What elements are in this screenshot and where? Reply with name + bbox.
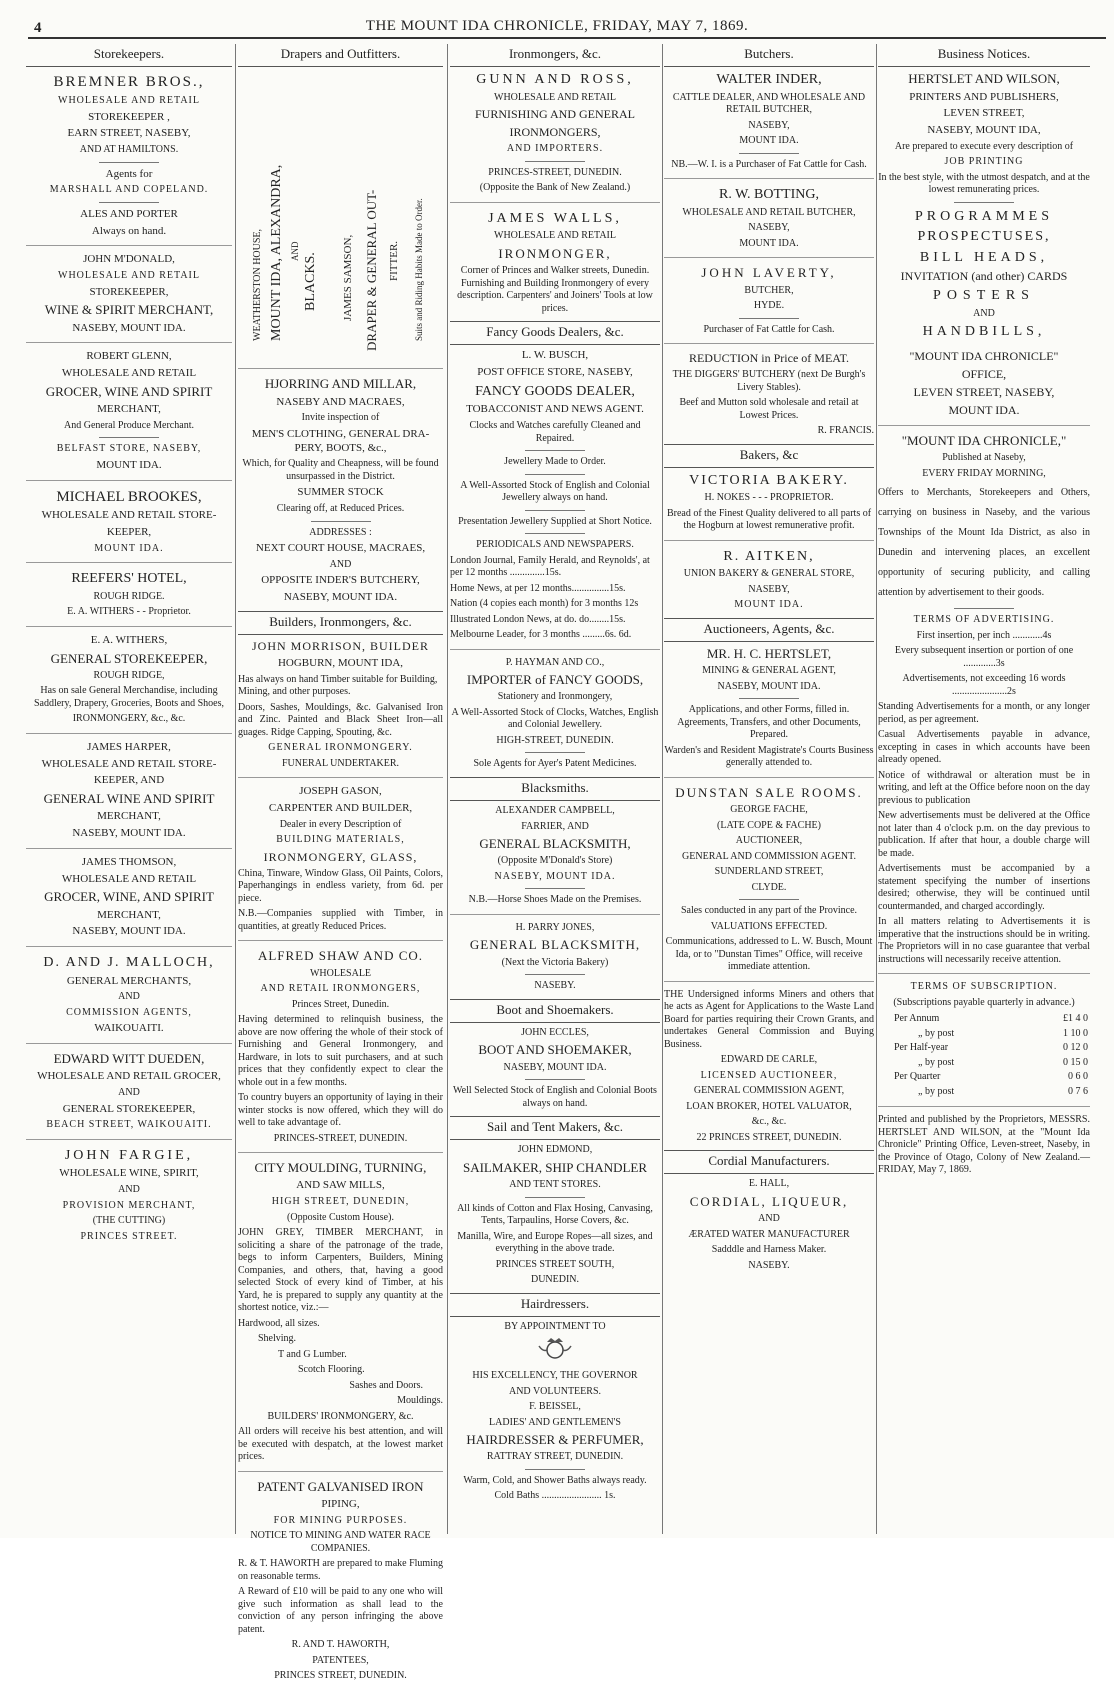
subscription-period: „ by post <box>918 1085 955 1097</box>
ad-john-mdonald: JOHN M'DONALD, WHOLESALE AND RETAIL STOREKEEPER, WINE & SPIRIT MERCHANT, NASEBY, MOUNT IDA. <box>44 253 214 334</box>
ad-r-aitken: R. AITKEN, UNION BAKERY & GENERAL STORE, NASEBY, MOUNT IDA. <box>683 548 855 611</box>
column-rule <box>447 44 448 1534</box>
ad-reduction-meat: REDUCTION in Price of MEAT. THE DIGGERS' BUTCHERY (next De Burgh's Livery Stables). Beef and Mutton sold wholesale and retail at Lowest Prices. R. FRANCIS. <box>672 351 874 436</box>
ad-gunn-and-ross: GUNN AND ROSS, WHOLESALE AND RETAIL FURNISHING AND GENERAL IRONMONGERS, AND IMPORTERS. PRINCES-STREET, DUNEDIN. (Opposite the Bank of New Zealand.) <box>474 72 635 194</box>
subscription-period: „ by post <box>918 1056 955 1068</box>
masthead <box>0 0 1114 44</box>
subscription-period: Per Half-year <box>894 1042 949 1053</box>
subscription-period: Per Quarter <box>894 1071 941 1082</box>
ad-robert-glenn: ROBERT GLENN, WHOLESALE AND RETAIL GROCER, WINE AND SPIRIT MERCHANT, And General Produce Merchant. BELFAST STORE, NASEBY, MOUNT IDA. <box>45 350 213 471</box>
column-drapers <box>238 44 443 1681</box>
table-row <box>878 1041 1090 1056</box>
section-heading: Fancy Goods Dealers, &c. <box>450 321 660 345</box>
table-row <box>878 1012 1090 1027</box>
ad-walter-inder: WALTER INDER, CATTLE DEALER, AND WHOLESALE AND RETAIL BUTCHER, NASEBY, MOUNT IDA. NB.—W. I. is a Purchaser of Fat Cattle for Cash. <box>671 72 867 170</box>
ad-john-fargie: JOHN FARGIE, WHOLESALE WINE, SPIRIT, AND PROVISION MERCHANT, (THE CUTTING) PRINCES STREET. <box>59 1147 199 1242</box>
column-ironmongers <box>450 44 660 1534</box>
subscription-price: 0 7 6 <box>1068 1085 1088 1097</box>
table-row <box>878 1070 1090 1085</box>
running-head: THE MOUNT IDA CHRONICLE, FRIDAY, MAY 7, 1869. <box>365 18 749 34</box>
imprint: Printed and published by the Proprietors, MESSRS. HERTSLET AND WILSON, at the "Mount Ida Chronicle" Printing Office, Leven-street, Naseby, in the Province of Otago, Colony of New Zealand.—FRIDAY, May 7, 1869. <box>878 1114 1090 1175</box>
table-row <box>878 1056 1090 1071</box>
ad-john-laverty: JOHN LAVERTY, BUTCHER, HYDE. Purchaser of Fat Cattle for Cash. <box>701 265 837 335</box>
ad-edward-witt-dueden: EDWARD WITT DUEDEN, WHOLESALE AND RETAIL GROCER, AND GENERAL STOREKEEPER, BEACH STREET, WAIKOUAITI. <box>37 1051 221 1131</box>
ad-mount-ida-chronicle: "MOUNT IDA CHRONICLE," Published at Naseby, EVERY FRIDAY MORNING, Offers to Merchants, Storekeepers and Others, carrying on business in Naseby, and the various Townships of the Mount Ida District, as also in Dunedin and intervening places, an excellent opportunity of securing publicity, and calling attention by advertisement to their goods. <box>878 432 1090 598</box>
ad-vertical-weatherston: WEATHERSTON HOUSE, MOUNT IDA, ALEXANDRA, AND BLACKS. JAMES SAMSON, DRAPER & GENERAL OUT- FITTER. Suits and Riding Habits Made to Order. <box>252 164 424 352</box>
ad-james-thomson: JAMES THOMSON, WHOLESALE AND RETAIL GROCER, WINE, AND SPIRIT MERCHANT, NASEBY, MOUNT IDA. <box>44 855 214 938</box>
subscription-price: £1 4 0 <box>1063 1013 1088 1024</box>
page-number: 4 <box>34 20 42 36</box>
ad-e-hall: E. HALL, CORDIAL, LIQUEUR, AND ÆRATED WATER MANUFACTURER Sadddle and Harness Maker. NASEBY. <box>688 1178 850 1271</box>
ad-james-harper: JAMES HARPER, WHOLESALE AND RETAIL STORE- KEEPER, AND GENERAL WINE AND SPIRIT MERCHANT, NASEBY, MOUNT IDA. <box>41 740 217 839</box>
table-row <box>878 1085 1090 1100</box>
section-heading: Blacksmiths. <box>450 777 660 801</box>
column-storekeepers <box>26 44 232 1534</box>
ad-hc-hertslet: MR. H. C. HERTSLET, MINING & GENERAL AGENT, NASEBY, MOUNT IDA. Applications, and other Forms, filled in. Agreements, Transfers, and other Documents, Prepared. Warden's and Resident Magistrate's Courts Business generally attended to. <box>664 646 874 769</box>
ad-alexander-campbell: ALEXANDER CAMPBELL, FARRIER, AND GENERAL BLACKSMITH, (Opposite M'Donald's Store) NASEBY, MOUNT IDA. N.B.—Horse Shoes Made on the Premises. <box>468 805 642 906</box>
subscription-price: 0 12 0 <box>1063 1042 1088 1053</box>
ad-john-edmond: JOHN EDMOND, SAILMAKER, SHIP CHANDLER AND TENT STORES. All kinds of Cotton and Flax Hosing, Canvasing, Tents, Tarpaulins, Horse Covers, &c. Manilla, Wire, and Europe Ropes—all sizes, and everything in the above trade. PRINCES STREET SOUTH, DUNEDIN. <box>457 1144 653 1285</box>
subscription-price: 0 15 0 <box>1063 1056 1088 1068</box>
ad-edward-de-carle: THE Undersigned informs Miners and others that he acts as Agent for Applications to the Waste Land Board for parties requiring their Crown Grants, and undertakes General Commission and Buying Business. EDWARD DE CARLE, LICENSED AUCTIONEER, GENERAL COMMISSION AGENT, LOAN BROKER, HOTEL VALUATOR, &c., &c. 22 PRINCES STREET, DUNEDIN. <box>664 988 874 1143</box>
ad-hertslet-wilson: HERTSLET AND WILSON, PRINTERS AND PUBLISHERS, LEVEN STREET, NASEBY, MOUNT IDA, Are prepared to execute every description of JOB PRINTING In the best style, with the utmost despatch, and at the lowest remunerating prices. <box>878 71 1090 196</box>
section-heading: Hairdressers. <box>450 1293 660 1317</box>
terms-of-advertising: TERMS OF ADVERTISING. First insertion, per inch ............4s Every subsequent insertion or portion of one .............3s Advertisements, not exceeding 16 words ......................2s Standing Advertisements for a month, or any longer period, as per agreement. Casual Advertisements payable in advance, excepting in cases in which accounts have been already opened. Notice of withdrawal or alteration must be in writing, and left at the Office before noon on the day previous to publication New advertisements must be delivered at the Office not later than 4 o'clock p.m. on the day previous to publication. If after that hour, a double charge will be made. Advertisements must be accompanied by a statement specifying the number of insertions desired; otherwise, they will be continued until countermanded, and charged accordingly. In all matters relating to Advertisements it is imperative that the instructions should be in writing. The Proprietors will in no case guarantee that verbal instructions will necessarily receive attention. <box>878 614 1090 965</box>
subscription-period: Per Annum <box>894 1013 940 1024</box>
ad-lw-busch: L. W. BUSCH, POST OFFICE STORE, NASEBY, FANCY GOODS DEALER, TOBACCONIST AND NEWS AGENT. Clocks and Watches carefully Cleaned and Repaired. Jewellery Made to Order. A Well-Assorted Stock of English and Colonial Jewellery always on hand. Presentation Jewellery Supplied at Short Notice. PERIODICALS AND NEWSPAPERS. London Journal, Family Herald, and Reynolds', at per 12 months ..............15s. Home News, at per 12 months...............15s. Nation (4 copies each month) for 3 months 12s Illustrated London News, at do. do........15s. Melbourne Leader, for 3 months .........6s. 6d. <box>450 349 652 640</box>
table-row <box>878 1027 1090 1042</box>
ad-john-morrison: JOHN MORRISON, BUILDER HOGBURN, MOUNT IDA, Has always on hand Timber suitable for Building, Mining, and other purposes. Doors, Sashes, Mouldings, &c. Galvanised Iron and Zinc. Painted and Black Sheet Iron—all guages. Ridge Capping, Spouting, &c. GENERAL IRONMONGERY. FUNERAL UNDERTAKER. <box>238 639 443 769</box>
ad-f-beissel: BY APPOINTMENT TO HIS EXCELLENCY, THE GOVERNOR AND VOLUNTEERS. F. BEISSEL, LADIES' AND GENTLEMEN'S HAIRDRESSER & PERFUMER, RATTRAY STREET, DUNEDIN. Warm, Cold, and Shower Baths always ready. Cold Baths ........................ 1s. <box>463 1320 647 1502</box>
subscription-price: 1 10 0 <box>1063 1027 1088 1039</box>
ad-reefers-hotel: REEFERS' HOTEL, ROUGH RIDGE. E. A. WITHERS - - Proprietor. <box>67 571 191 618</box>
column-butchers <box>664 44 874 1534</box>
top-rule <box>28 37 1106 39</box>
subscription-period: „ by post <box>918 1027 955 1039</box>
ad-michael-brookes: MICHAEL BROOKES, WHOLESALE AND RETAIL STORE- KEEPER, MOUNT IDA. <box>41 488 217 554</box>
ad-h-parry-jones: H. PARRY JONES, GENERAL BLACKSMITH, (Next the Victoria Bakery) NASEBY. <box>469 921 641 991</box>
ad-programmes: PROGRAMMES PROSPECTUSES, BILL HEADS, INVITATION (and other) CARDS POSTERS AND HANDBILLS, "MOUNT IDA CHRONICLE" OFFICE, LEVEN STREET, NASEBY, MOUNT IDA. <box>900 208 1068 417</box>
ad-hjorring-millar: HJORRING AND MILLAR, NASEBY AND MACRAES, Invite inspection of MEN'S CLOTHING, GENERAL DRA-PERY, BOOTS, &c., Which, for Quality and Cheapness, will be found unsurpassed in the District. SUMMER STOCK Clearing off, at Reduced Prices. ADDRESSES : NEXT COURT HOUSE, MACRAES, AND OPPOSITE INDER'S BUTCHERY, NASEBY, MOUNT IDA. <box>242 376 439 603</box>
ad-dunstan-sale-rooms: DUNSTAN SALE ROOMS. GEORGE FACHE, (LATE COPE & FACHE) AUCTIONEER, GENERAL AND COMMISSION AGENT. SUNDERLAND STREET, CLYDE. Sales conducted in any part of the Province. VALUATIONS EFFECTED. Communications, addressed to L. W. Busch, Mount Ida, or to "Dunstan Times" Office, will receive immediate attention. <box>665 784 873 972</box>
section-heading: Cordial Manufacturers. <box>664 1150 874 1174</box>
section-heading: Builders, Ironmongers, &c. <box>238 611 443 635</box>
ad-alfred-shaw: ALFRED SHAW AND CO. WHOLESALE AND RETAIL IRONMONGERS, Princes Street, Dunedin. Having determined to relinquish business, the above are now offering the whole of their stock of Furnishing and General Ironmongery, and Hardware, in lots to suit purchasers, and at such prices that they confidently expect to clear the whole out in a few months. To country buyers an opportunity of laying in their winter stocks is now offered, which they will do well to take advantage of. PRINCES-STREET, DUNEDIN. <box>238 948 443 1144</box>
royal-crest-icon <box>535 1336 575 1362</box>
section-heading: Sail and Tent Makers, &c. <box>450 1116 660 1140</box>
ad-joseph-gason: JOSEPH GASON, CARPENTER AND BUILDER, Dealer in every Description of BUILDING MATERIALS, IRONMONGERY, GLASS, China, Tinware, Window Glass, Oil Paints, Colors, Paperhangings in endless variety, from 6d. per piece. N.B.—Companies supplied with Timber, in quantities, at greatly Reduced Prices. <box>238 785 443 932</box>
column-rule <box>876 44 877 1534</box>
ad-p-hayman: P. HAYMAN AND CO., IMPORTER of FANCY GOODS, Stationery and Ironmongery, A Well-Assorted Stock of Clocks, Watches, English and Colonial Jewellery. HIGH-STREET, DUNEDIN. Sole Agents for Ayer's Patent Medicines. <box>451 656 659 770</box>
section-heading: Drapers and Outfitters. <box>238 44 443 67</box>
section-heading: Butchers. <box>664 44 874 67</box>
ad-john-eccles: JOHN ECCLES, BOOT AND SHOEMAKER, NASEBY, MOUNT IDA. Well Selected Stock of English and Colonial Boots always on hand. <box>453 1026 657 1109</box>
column-business-notices <box>878 44 1090 1534</box>
ad-ea-withers: E. A. WITHERS, GENERAL STOREKEEPER, ROUGH RIDGE, Has on sale General Merchandise, including Saddlery, Drapery, Groceries, Boots and Shoes, IRONMONGERY, &c., &c. <box>33 633 225 725</box>
section-heading: Storekeepers. <box>26 44 232 67</box>
section-heading: Ironmongers, &c. <box>450 44 660 67</box>
ad-patent-galvanised-iron: PATENT GALVANISED IRON PIPING, FOR MINING PURPOSES. NOTICE TO MINING AND WATER RACE COMPANIES. R. & T. HAWORTH are prepared to make Fluming on reasonable terms. A Reward of £10 will be paid to any one who will give such information as shall lead to the conviction of any person infringing the above patent. R. AND T. HAWORTH, PATENTEES, PRINCES STREET, DUNEDIN. <box>238 1478 443 1681</box>
section-heading: Business Notices. <box>878 44 1090 67</box>
section-heading: Auctioneers, Agents, &c. <box>664 618 874 642</box>
subscription-table <box>878 1012 1090 1099</box>
ad-james-walls: JAMES WALLS, WHOLESALE AND RETAIL IRONMONGER, Corner of Princes and Walker streets, Dunedin. Furnishing and Building Ironmongery of every description. Carpenters' and Joiners' Tools at low prices. <box>457 210 653 314</box>
section-heading: Boot and Shoemakers. <box>450 999 660 1023</box>
ad-victoria-bakery: VICTORIA BAKERY. H. NOKES - - - PROPRIETOR. Bread of the Finest Quality delivered to all parts of the Hogburn at lowest remunerative profit. <box>666 472 872 532</box>
subscription-price: 0 6 0 <box>1068 1071 1088 1082</box>
ad-city-moulding: CITY MOULDING, TURNING, AND SAW MILLS, HIGH STREET, DUNEDIN, (Opposite Custom House). JOHN GREY, TIMBER MERCHANT, in soliciting a share of the patronage of the trade, begs to inform Carpenters, Builders, Mining Companies, and others, that, having a good selected Stock of every kind of Timber, at his Yard, he is prepared to supply any quantity at the shortest notice, viz.:— Hardwood, all sizes. Shelving. T and G Lumber. Scotch Flooring. Sashes and Doors. Mouldings. BUILDERS' IRONMONGERY, &c. All orders will receive his best attention, and will be executed with despatch, at the lowest market prices. <box>238 1160 443 1462</box>
terms-of-subscription: TERMS OF SUBSCRIPTION. (Subscriptions payable quarterly in advance.) Per Annum £1 4 0 „ by post 1 10 0 Per Half-year 0 12 0 „ by post 0 15 0 Per Quarter 0 6 0 „ by post 0 7 6 <box>878 981 1090 1099</box>
ad-bremner-bros: BREMNER BROS., WHOLESALE AND RETAIL STOREKEEPER , EARN STREET, NASEBY, AND AT HAMILTONS. Agents for MARSHALL AND COPELAND. ALES AND PORTER Always on hand. <box>49 74 209 237</box>
column-rule <box>662 44 663 1534</box>
ad-d-and-j-malloch: D. AND J. MALLOCH, GENERAL MERCHANTS, AND COMMISSION AGENTS, WAIKOUAITI. <box>43 955 215 1035</box>
ad-rw-botting: R. W. BOTTING, WHOLESALE AND RETAIL BUTCHER, NASEBY, MOUNT IDA. <box>682 187 856 249</box>
column-rule <box>235 44 236 1534</box>
section-heading: Bakers, &c <box>664 444 874 468</box>
